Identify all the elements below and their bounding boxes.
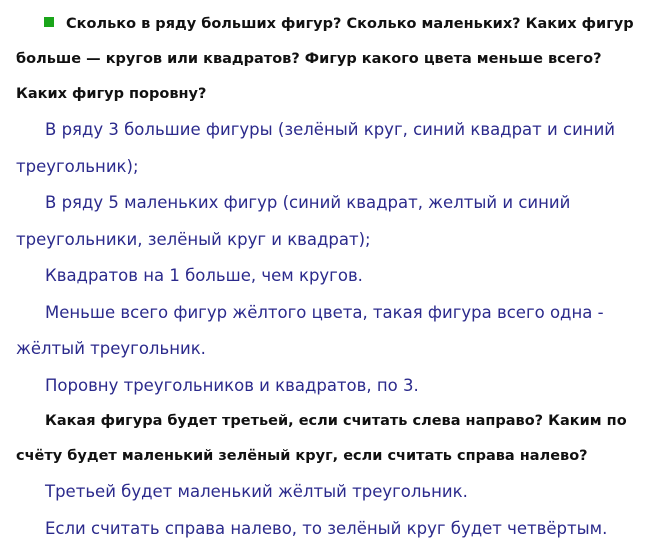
green-square-bullet-icon bbox=[44, 17, 54, 27]
answer-2-line-1: Третьей будет маленький жёлтый треугольник. bbox=[16, 474, 645, 511]
question-1-text: Сколько в ряду больших фигур? Сколько маленьких? Каких фигур больше — кругов или квадратов? Фигур какого цвета меньше всего? Каких фигур поровну? bbox=[16, 16, 634, 102]
answer-1-line-3: Квадратов на 1 больше, чем кругов. bbox=[16, 258, 645, 295]
answer-1-line-4: Меньше всего фигур жёлтого цвета, такая фигура всего одна - жёлтый треугольник. bbox=[16, 295, 645, 368]
answer-2-line-2: Если считать справа налево, то зелёный круг будет четвёртым. bbox=[16, 511, 645, 547]
question-1 bbox=[16, 7, 645, 112]
answer-1-line-5: Поровну треугольников и квадратов, по 3. bbox=[16, 368, 645, 405]
answer-1-line-2: В ряду 5 маленьких фигур (синий квадрат, желтый и синий треугольники, зелёный круг и квадрат); bbox=[16, 185, 645, 258]
answer-1-line-1: В ряду 3 большие фигуры (зелёный круг, синий квадрат и синий треугольник); bbox=[16, 112, 645, 185]
question-2: Какая фигура будет третьей, если считать слева направо? Каким по счёту будет маленький зелёный круг, если считать справа налево? bbox=[16, 404, 645, 474]
